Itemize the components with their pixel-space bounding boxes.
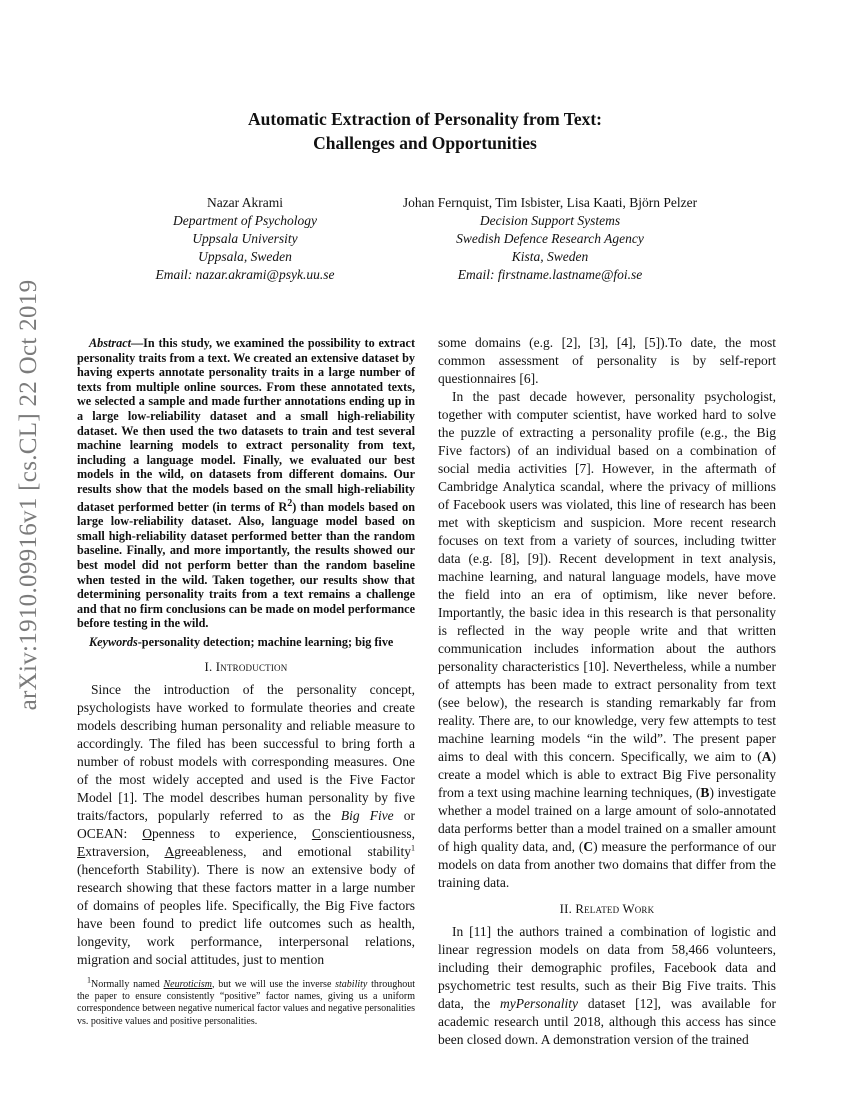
big-five-term: Big Five: [340, 807, 394, 823]
mypersonality-term: myPersonality: [500, 996, 579, 1011]
footnote-stability: stability: [335, 978, 368, 990]
title-line-2: Challenges and Opportunities: [313, 133, 537, 153]
related-work-paragraph: [438, 923, 776, 1049]
author-department: Decision Support Systems: [479, 213, 621, 228]
p2-text-d: ) measure the performance of our models on data from another two domains that differ from the training data.: [438, 839, 776, 890]
aim-a: A: [761, 749, 772, 764]
ocean-o-rest: penness to experience,: [151, 825, 312, 841]
ocean-o: O: [142, 825, 152, 841]
ocean-c: C: [311, 825, 321, 841]
intro-text-c: (henceforth Stability). There is now an extensive body of research showing that these factors matter in a large number of domains of peoples life. Specifically, the Big Five factors have been found to predict life outcomes such as health, longevity, work performance, interpersonal relations, migration and social attitudes, just to mention: [77, 861, 415, 967]
abstract-text-2: ) than models based on large low-reliability dataset. Also, language model based on small high-reliability dataset performed better than the random baseline. Finally, and more importantly, the results showed our best model did not perform better than the random baseline when tested in the wild. Taken together, our results show that determining personality traits from a text remains a challenge and that no firm conclusions can be made on model performance before testing in the wild.: [77, 499, 415, 631]
author-block-left: [120, 194, 370, 284]
author-location: Kista, Sweden: [511, 249, 589, 264]
intro-continuation: some domains (e.g. [2], [3], [4], [5]).To date, the most common assessment of personality is by self-report questionnaires [6].: [438, 335, 776, 386]
author-organization: Swedish Defence Research Agency: [456, 231, 644, 246]
footnote: [77, 975, 416, 1028]
p3-text-a: In [11] the authors trained a combination of logistic and linear regression models on data from 58,466 volunteers, including their demographic profiles, Facebook data and psychometric test results, such as their Big Five traits. This data, the: [438, 924, 776, 1011]
author-organization: Uppsala University: [192, 231, 298, 246]
section-heading-introduction: I. Introduction: [204, 659, 288, 674]
p2-text-a: In the past decade however, personality psychologist, together with computer scientist, have worked hard to solve the puzzle of extracting a personality profile (e.g., the Big Five factors) of an individual based on a combination of social media activities [7]. However, in the aftermath of Cambridge Analytica scandal, where the privacy of millions of Facebook users was violated, this line of research has been met with skepticism and suspicion. More recent research focuses on text from a variety of sources, including twitter data (e.g. [8], [9]). Recent development in text analysis, machine learning, and natural language models, have move the field into an era of optimism, like never before. Importantly, the basic idea in this research is that personality is reflected in the way people write and that written communication includes information about the authors personality characteristics [10]. Nevertheless, while a number of attempts has been made to extract personality from text (see below), the research is standing remarkably far from reality. There are, to our knowledge, very few attempts to test machine learning models “in the wild”. The present paper aims to deal with this concern. Specifically, we aim to (: [438, 389, 776, 764]
author-block-right: [390, 194, 710, 284]
author-email: Email: nazar.akrami@psyk.uu.se: [155, 267, 335, 282]
intro-text-b: or OCEAN:: [77, 807, 415, 841]
arxiv-identifier: arXiv:1910.09916v1 [cs.CL] 22 Oct 2019: [15, 279, 42, 711]
author-location: Uppsala, Sweden: [198, 249, 292, 264]
p3-text-b: dataset [12], was available for academic research until 2018, although this access has since been closed down. A demonstration version of the trained: [438, 996, 776, 1047]
ocean-c-rest: onscientiousness,: [320, 825, 416, 841]
p2-text-c: ) investigate whether a model trained on a large amount of solo-annotated data performs better than a model trained on a smaller amount of high quality data, and, (: [438, 785, 777, 854]
intro-text-a: Since the introduction of the personality concept, psychologists have worked to formulate theories and create models describing human personality and reliable measure to accordingly. The filed has been successful to bring forth a number of robust models with corresponding measures. One of the most widely accepted and used is the Five Factor Model [1]. The model describes human personality by five traits/factors, popularly referred to as the: [77, 681, 415, 823]
intro-paragraph-2: [438, 388, 776, 892]
ocean-a-rest: greeableness, and emotional stability: [174, 843, 411, 859]
ocean-a: A: [164, 843, 175, 859]
title-line-1: Automatic Extraction of Personality from Text:: [248, 109, 602, 129]
aim-b: B: [700, 785, 710, 800]
abstract-dash: —: [130, 336, 144, 350]
ocean-e-rest: xtraversion,: [85, 843, 165, 859]
footnote-text-a: Normally named: [91, 978, 164, 990]
footnote-text-b: , but we will use the inverse: [212, 978, 336, 990]
right-column: [438, 334, 776, 1049]
p2-text-b: ) create a model which is able to extract Big Five personality from a text using machine learning techniques, (: [438, 749, 776, 800]
author-department: Department of Psychology: [173, 213, 317, 228]
author-names: Johan Fernquist, Tim Isbister, Lisa Kaati, Björn Pelzer: [402, 195, 698, 210]
author-name: Nazar Akrami: [206, 195, 284, 210]
keywords-label: Keywords: [89, 634, 138, 649]
paper-title: [0, 107, 850, 155]
abstract-label: Abstract: [89, 336, 131, 350]
footnote-mark: 1: [87, 975, 91, 985]
keywords-text: -personality detection; machine learning; big five: [137, 634, 394, 649]
aim-c: C: [583, 839, 594, 854]
section-heading-related-work: II. Related Work: [559, 902, 655, 916]
abstract-text-1: In this study, we examined the possibility to extract personality traits from a text. We created an extensive dataset by having experts annotate personality traits in a large number of texts from multiple online sources. From these annotated texts, we selected a sample and made further annotations ending up in a large low-reliability dataset and a small high-reliability dataset. We then used the two datasets to train and test several machine learning models to extract personality from text, including a language model. Finally, we evaluated our best models in the wild, on datasets from different domains. Our results show that the models based on the small high-reliability dataset performed better (in terms of R: [77, 336, 415, 514]
footnote-text-c: throughout the paper to ensure consistently “positive” factor names, giving us a uniform correspondence between negative numerical factor values and negative personalities vs. positive values and positive personalities.: [77, 978, 416, 1027]
ocean-e: E: [77, 843, 86, 859]
abstract-superscript: 2: [287, 497, 293, 509]
author-email: Email: firstname.lastname@foi.se: [457, 267, 643, 282]
footnote-reference[interactable]: 1: [410, 843, 415, 853]
intro-paragraph: [77, 681, 415, 969]
abstract: [77, 336, 415, 631]
left-column: [77, 336, 415, 1028]
footnote-neuroticism: Neuroticism: [163, 978, 212, 990]
keywords: [77, 635, 415, 650]
arxiv-sidebar: [8, 279, 50, 711]
